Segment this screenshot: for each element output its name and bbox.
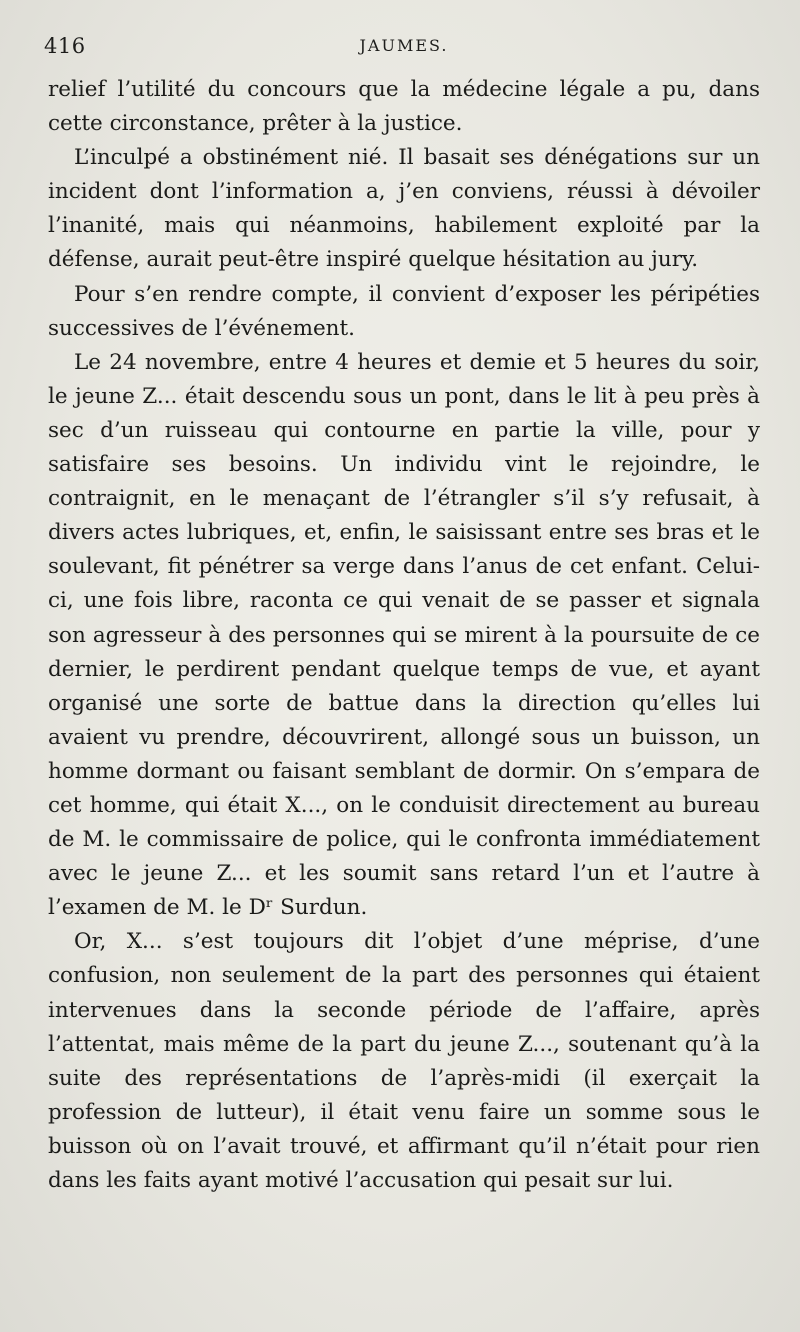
page-number: 416 (44, 34, 86, 58)
paragraph: Le 24 novembre, entre 4 heures et demie et 5 heures du soir, le jeune Z... était descendu sous un pont, dans le lit à peu près à sec d’un ruisseau qui contourne en partie la ville, pour y satisfaire ses besoins. Un individu vint le rejoindre, le contraignit, en le menaçant de l’étrangler s’il s’y refusait, à divers actes lubriques, et, enfin, le saisissant entre ses bras et le soulevant, fit pénétrer sa verge dans l’anus de cet enfant. Celui-ci, une fois libre, raconta ce qui venait de se passer et signala son agresseur à des personnes qui se mirent à la poursuite de ce dernier, le perdirent pendant quelque temps de vue, et ayant organisé une sorte de battue dans la direction qu’elles lui avaient vu prendre, découvrirent, allongé sous un buisson, un homme dormant ou faisant semblant de dormir. On s’empara de cet homme, qui était X..., on le conduisit directement au bureau de M. le commissaire de police, qui le confronta immédiatement avec le jeune Z... et les soumit sans retard l’un et l’autre à l’examen de M. le Dʳ Surdun. (48, 349, 760, 921)
paragraph: Or, X... s’est toujours dit l’objet d’une méprise, d’une confusion, non seulement de la part des personnes qui étaient intervenues dans la seconde période de l’affaire, après l’attentat, mais même de la part du jeune Z..., soutenant qu’à la suite des représentations de l’après-midi (il exerçait la profession de lutteur), il était venu faire un somme sous le buisson où on l’avait trouvé, et affirmant qu’il n’était pour rien dans les faits ayant motivé l’accusation qui pesait sur lui. (48, 929, 760, 1193)
body-text (48, 73, 760, 1198)
running-head: JAUMES. (359, 36, 449, 55)
page-header (44, 34, 764, 58)
paragraph: Pour s’en rendre compte, il convient d’exposer les péripéties successives de l’événement. (48, 281, 760, 341)
paragraph-continuation: relief l’utilité du concours que la médecine légale a pu, dans cette circonstance, prêter à la justice. (48, 77, 760, 137)
paragraph: L’inculpé a obstinément nié. Il basait ses dénégations sur un incident dont l’information a, j’en conviens, réussi à dévoiler l’inanité, mais qui néanmoins, habilement exploité par la défense, aurait peut-être inspiré quelque hésitation au jury. (48, 145, 760, 273)
